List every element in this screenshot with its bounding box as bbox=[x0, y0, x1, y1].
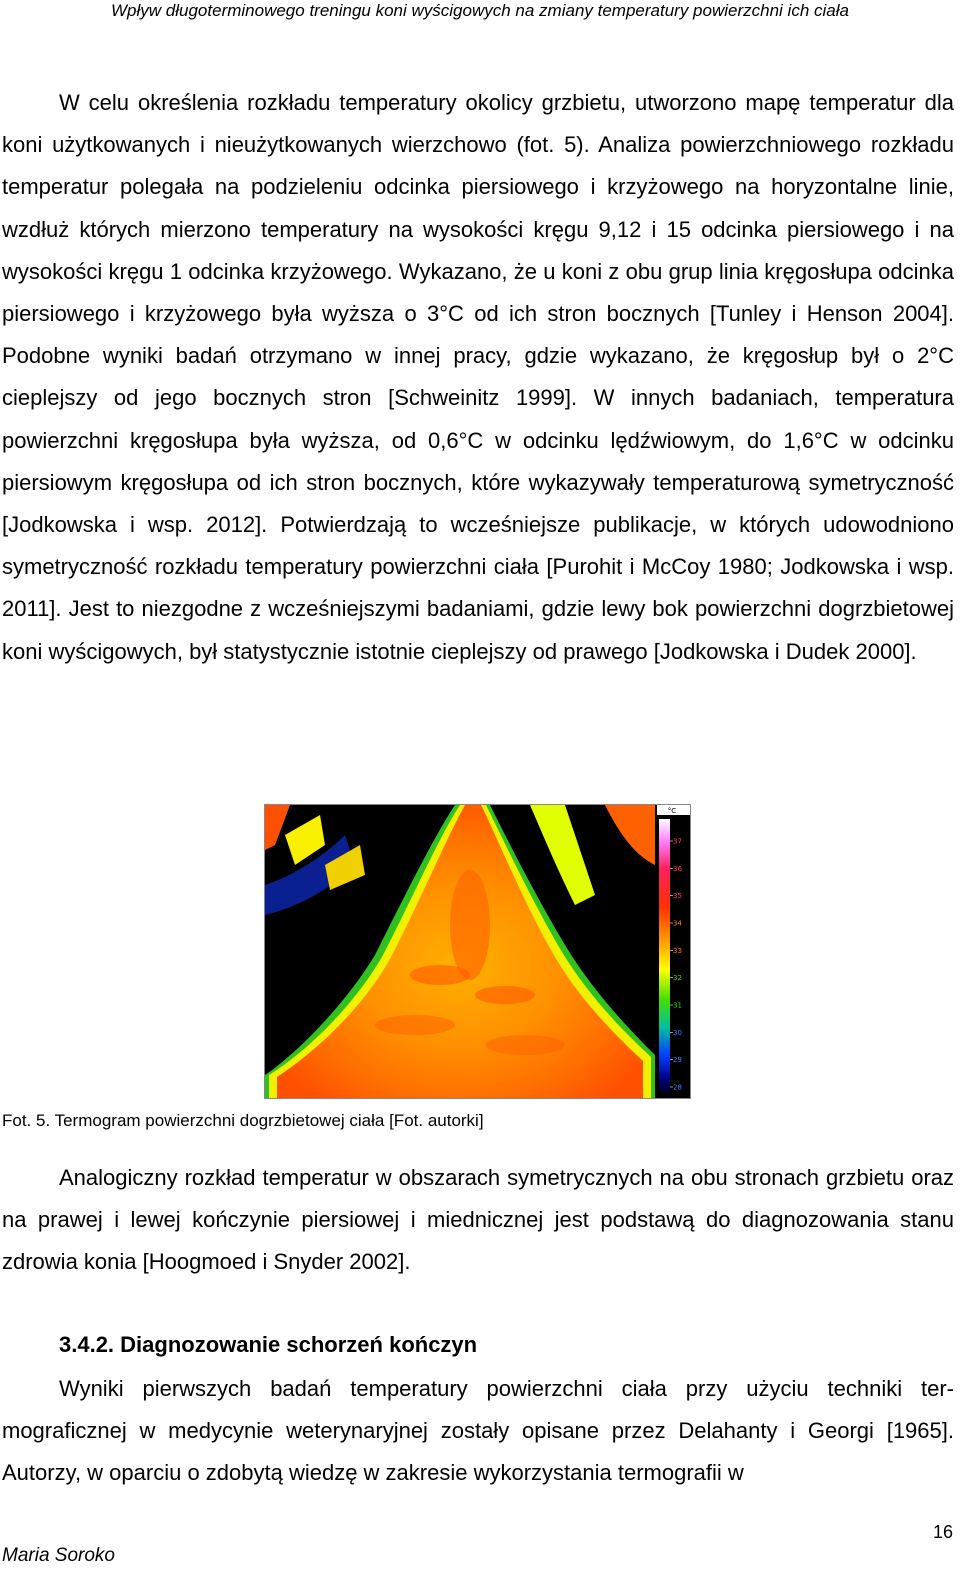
figure-caption: Fot. 5. Termogram powierzchni dogrzbietowej ciała [Fot. autorki] bbox=[2, 1111, 484, 1130]
paragraph-2-text: Analogiczny rozkład temperatur w obszarach symetrycznych na obu stronach grzbietu oraz na prawej i lewej kończynie piersiowej i miednicznej jest podstawą do diagnozowania stanu zdrowia konia [Hoogmoed i Snyder 2002]. bbox=[2, 1165, 954, 1275]
section-heading: 3.4.2. Diagnozowanie schorzeń kończyn bbox=[59, 1332, 478, 1357]
scale-tick-label: 34 bbox=[673, 919, 682, 928]
page-number: 16 bbox=[932, 1522, 953, 1542]
scale-tick-label: 37 bbox=[673, 837, 682, 846]
running-header: Wpływ długoterminowego treningu koni wyścigowych na zmiany temperatury powierzchni ich ciała bbox=[111, 1, 849, 20]
paragraph-1 bbox=[2, 82, 954, 673]
paragraph-3 bbox=[2, 1368, 954, 1495]
paragraph-2 bbox=[2, 1157, 954, 1284]
scale-tick-label: 33 bbox=[673, 946, 682, 955]
thermogram-image bbox=[265, 805, 690, 1098]
scale-tick-label: 30 bbox=[673, 1028, 682, 1037]
thermo-streak bbox=[375, 1015, 455, 1035]
paragraph-1-text: W celu określenia rozkładu temperatury okolicy grzbietu, utworzono mapę temperatur dla koni użytkowanych i nieużytkowanych wierzchowo (fot. 5). Analiza powierzchniowego rozkładu temperatur polegała na podzieleniu odcinka piersiowego i krzyżowego na horyzontalne linie, wzdłuż których mierzono temperatury na wysokości kręgu 9,12 i 15 odcinka piersiowego i na wysokości kręgu 1 odcinka krzyżowego. Wykazano, że u koni z obu grup linia kręgosłupa odcinka piersiowego i krzyżowego była wyższa o 3°C od ich stron bocznych [Tunley i Henson 2004]. Podobne wyniki badań otrzymano w innej pracy, gdzie wykazano, że kręgosłup był o 2°C cieplejszy od jego bocznych stron [Schweinitz 1999]. W innych badaniach, temperatura powierzchni kręgosłupa była wyższa, od 0,6°C w odcinku lędźwiowym, do 1,6°C w odcinku piersiowym kręgosłupa od ich stron bocznych, które wykazywały temperaturową symetryczność [Jodkowska i wsp. 2012]. Potwierdzają to wcześniejsze publikacje, w których udowodniono symetryczność rozkładu temperatury powierzchni ciała [Purohit i McCoy 1980; Jodkowska i wsp. 2011]. Jest to niezgodne z wcześniejszymi badaniami, gdzie lewy bok powierzchni dogrzbietowej koni wyścigowych, był statystycznie istotnie cieplejszy od prawego [Jodkowska i Dudek 2000]. bbox=[2, 90, 954, 664]
thermogram-figure bbox=[264, 804, 691, 1099]
color-scale-bar bbox=[659, 819, 670, 1093]
paragraph-3-text: Wyniki pierwszych badań temperatury powierzchni ciała przy użyciu techniki termograficznej w medycynie weterynaryjnej zostały opisane przez Delahanty i Georgi [1965]. Autorzy, w oparciu o zdobytą wiedzę w zakresie wykorzystania termografii w bbox=[2, 1376, 954, 1486]
thermo-streak bbox=[410, 965, 470, 985]
thermo-streak bbox=[485, 1035, 565, 1055]
author-name: Maria Soroko bbox=[2, 1545, 115, 1566]
thermo-spine-streak bbox=[450, 870, 490, 980]
scale-tick-label: 28 bbox=[673, 1083, 682, 1092]
thermo-streak bbox=[475, 986, 535, 1004]
scale-tick-label: 32 bbox=[673, 974, 682, 983]
scale-tick-label: 36 bbox=[673, 864, 682, 873]
scale-unit-label: °C bbox=[667, 807, 677, 815]
scale-tick-label: 29 bbox=[673, 1056, 682, 1065]
scale-tick-label: 35 bbox=[673, 892, 682, 901]
scale-tick-label: 31 bbox=[673, 1001, 682, 1010]
